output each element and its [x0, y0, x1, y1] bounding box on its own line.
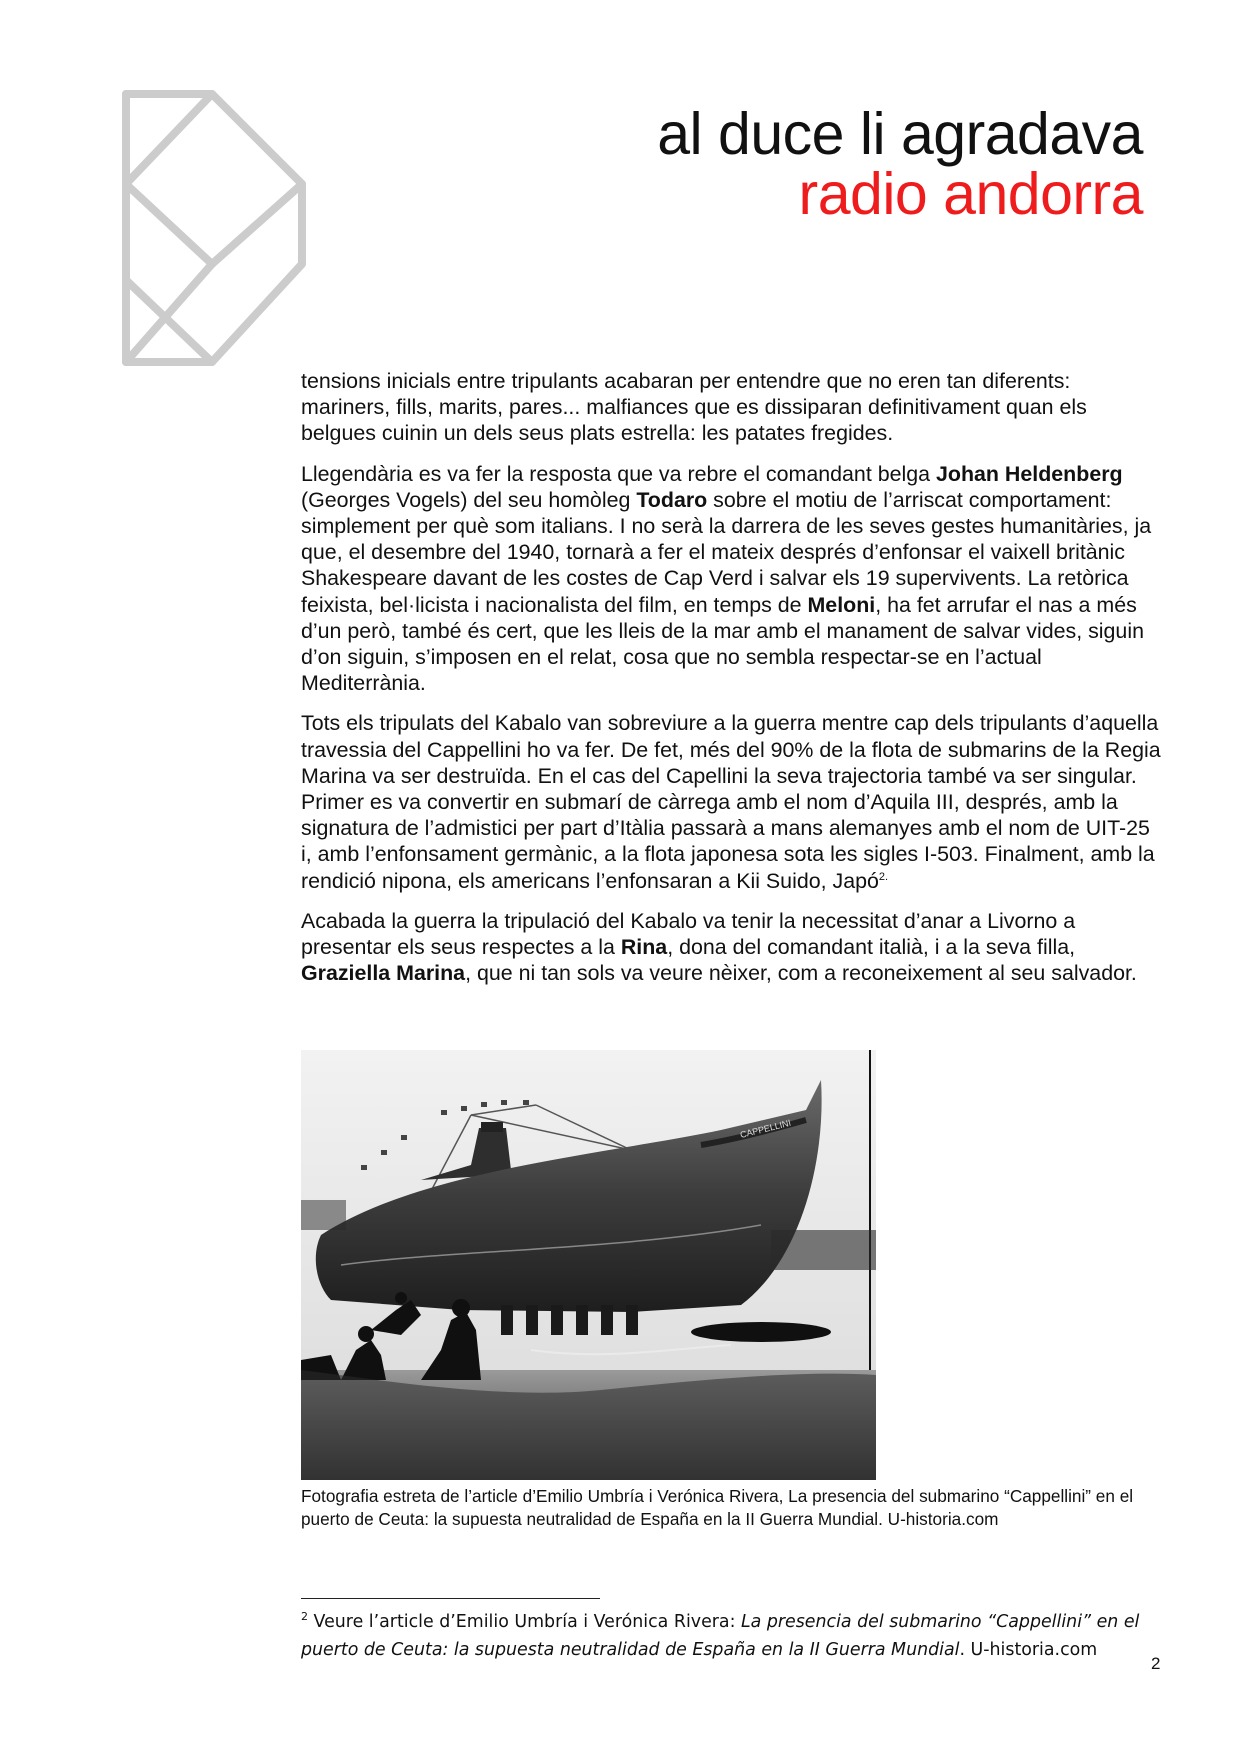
page-number: 2 — [1151, 1654, 1161, 1673]
article-body — [301, 368, 1161, 1000]
submarine-photo — [301, 1050, 876, 1480]
name-todaro: Todaro — [636, 487, 708, 512]
paragraph-3: Tots els tripulats del Kabalo van sobreviure a la guerra mentre cap dels tripulants d’aquella travessia del Cappellini ho va fer. De fet, més del 90% de la flota de submarins de la Regia Marina va ser destruïda. En el cas del Capellini la seva trajectoria també va ser singular. Primer es va convertir en submarí de càrrega amb el nom d’Aquila III, després, amb la signatura de l’admistici per part d’Itàlia passarà a mans alemanyes amb el nom de UIT-25 i, amb l’enfonsament germànic, a la flota japonesa sota les sigles I-503. Finalment, amb la rendició nipona, els americans l’enfonsaran a Kii Suido, Japó$^{2.}$ — [301, 711, 1161, 893]
paragraph-2: Llegendària es va fer la resposta que va rebre el comandant belga Johan Heldenberg (Georges Vogels) del seu homòleg Todaro sobre el motiu de l’arriscat comportament: simplement per què som italians. I no serà la darrera de les seves gestes humanitàries, ja que, el desembre del 1940, tornarà a fer el mateix després d’enfonsar el vaixell britànic Shakespeare davant de les costes de Cap Verd i salvar els 19 supervivents. La retòrica feixista, bel·licista i nacionalista del film, en temps de Meloni, ha fet arrufar el nas a més d’un però, també és cert, que les lleis de la mar amb el manament de salvar vides, siguin d’on siguin, s’imposen en el relat, cosa que no sembla respectar-se en l’actual Mediterrània. — [301, 461, 1152, 696]
name-meloni: Meloni — [807, 592, 876, 617]
paragraph-4: Acabada la guerra la tripulació del Kabalo va tenir la necessitat d’anar a Livorno a presentar els seus respectes a la Rina, dona del comandant italià, i a la seva filla, Graziella Marina, que ni tan sols va veure nèixer, com a reconeixement al seu salvador. — [301, 908, 1137, 986]
publication-logo-icon — [120, 88, 310, 368]
name-graziella: Graziella Marina — [301, 961, 466, 986]
title-line-2: radio andorra — [798, 161, 1143, 228]
footnote-divider — [301, 1598, 600, 1599]
footnote-number: 2 — [301, 1610, 308, 1624]
footnote-title: La presencia del submarino “Cappellini” en el puerto de Ceuta: la supuesta neutralidad de España en la II Guerra Mundial — [301, 1612, 1140, 1660]
paragraph-1: tensions inicials entre tripulants acabaran per entendre que no eren tan diferents: mariners, fills, marits, pares... malfiances que es dissiparan definitivament quan els belgues cuinin un dels seus plats estrella: les patates fregides. — [301, 369, 1087, 446]
hull-name-label: CAPPELLINI — [739, 1117, 792, 1140]
name-heldenberg: Johan Heldenberg — [936, 461, 1123, 486]
article-title — [657, 101, 1143, 228]
footnote: $^2$ Veure l’article d’Emilio Umbría i Verónica Rivera: La presencia del submarino “Cappellini” en el puerto de Ceuta: la supuesta neutralidad de España en la II Guerra Mundial. U-historia.com — [301, 1610, 1140, 1660]
photo-caption: Fotografia estreta de l’article d’Emilio Umbría i Verónica Rivera, La presencia del submarino “Cappellini” en el puerto de Ceuta: la supuesta neutralidad de España en la II Guerra Mundial. U-historia.com — [301, 1486, 1134, 1529]
footnote-ref[interactable]: 2. — [878, 870, 889, 883]
title-line-1: al duce li agradava — [657, 101, 1143, 167]
name-rina: Rina — [620, 935, 668, 960]
